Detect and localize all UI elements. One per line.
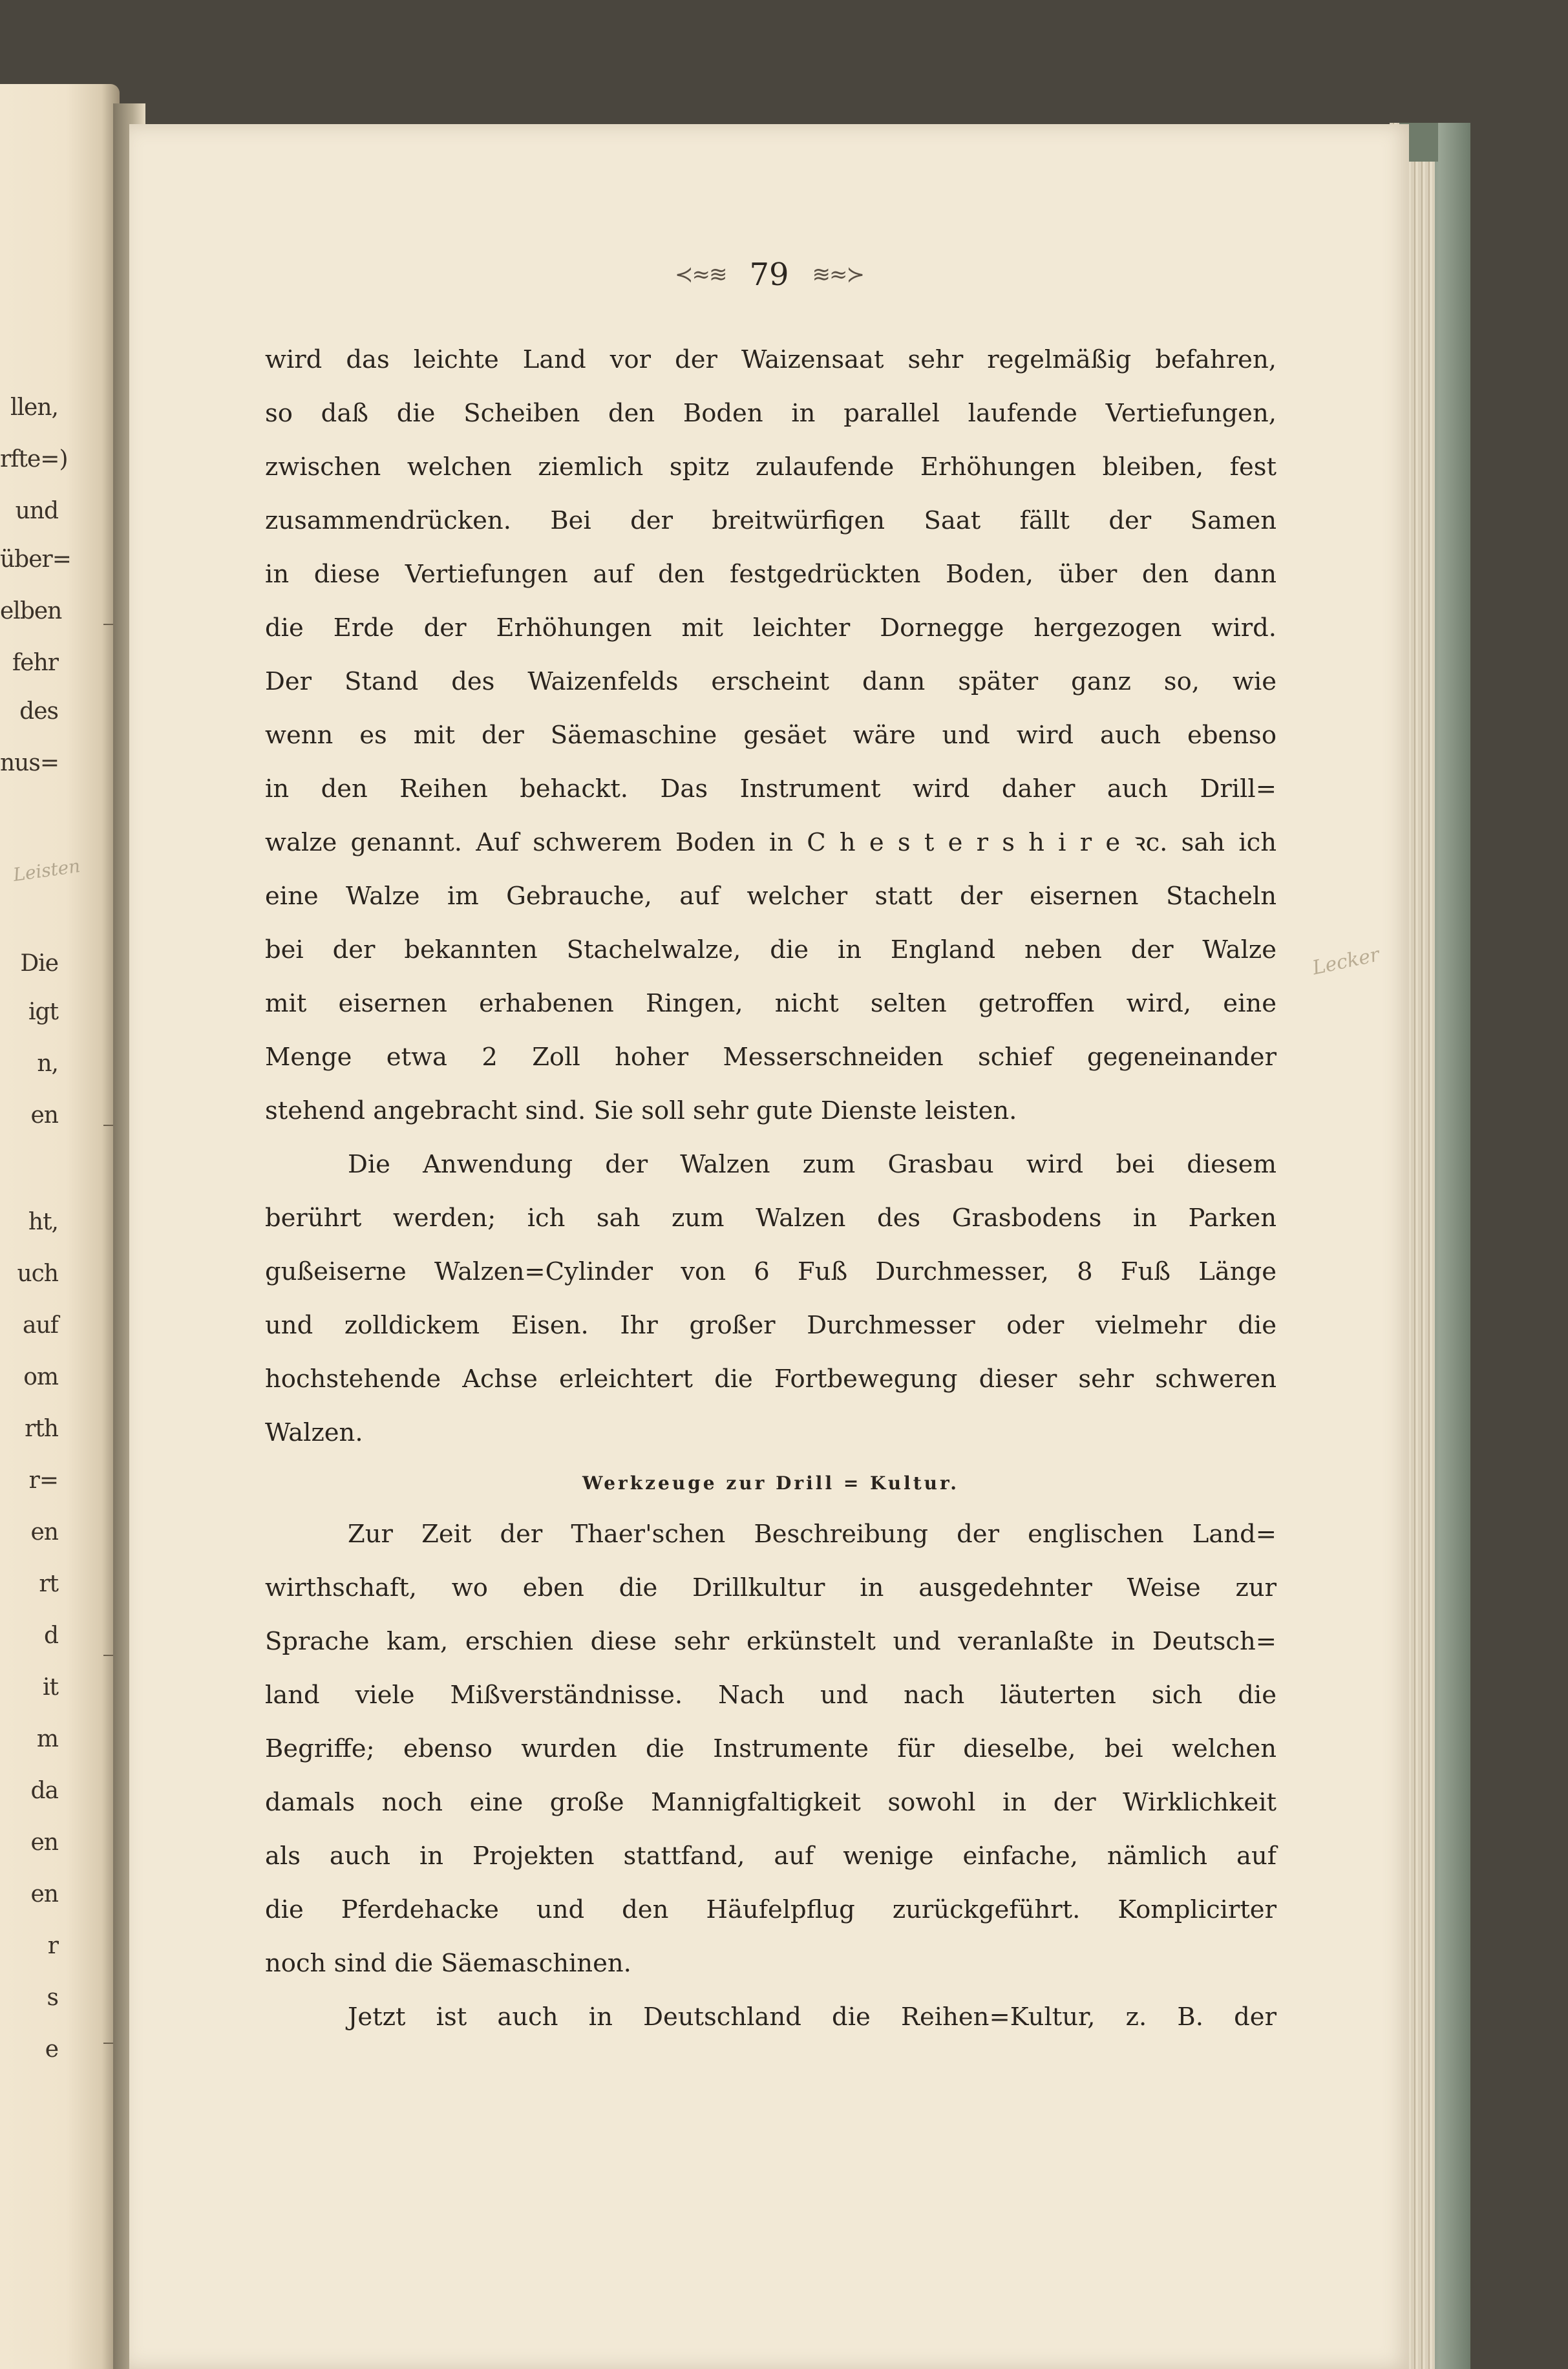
left-fragment: en: [30, 1829, 58, 1856]
left-fragment: auf: [23, 1312, 58, 1339]
text-line: Walzen.: [265, 1418, 363, 1447]
left-fragment: uch: [17, 1260, 58, 1287]
left-fragment: it: [43, 1674, 58, 1701]
text-line: wird das leichte Land vor der Waizensaat sehr regelmäßig befahren,: [265, 345, 1277, 374]
text-line: Begriffe; ebenso wurden die Instrumente für dieselbe, bei welchen: [265, 1734, 1277, 1763]
text-line: in den Reihen behackt. Das Instrument wird daher auch Drill=: [265, 774, 1277, 803]
left-fragment: e: [45, 2036, 58, 2063]
left-fragment: en: [30, 1519, 58, 1546]
left-fragment: über=: [0, 546, 71, 573]
text-line: wenn es mit der Säemaschine gesäet wäre und wird auch ebenso: [265, 721, 1277, 750]
left-fragment: fehr: [12, 650, 58, 676]
text-line: zusammendrücken. Bei der breitwürfigen Saat fällt der Samen: [265, 506, 1277, 535]
ornament-left-icon: ≺≈≋: [674, 262, 726, 288]
left-fragment: d: [43, 1622, 58, 1649]
text-line: gußeiserne Walzen=Cylinder von 6 Fuß Durchmesser, 8 Fuß Länge: [265, 1257, 1277, 1286]
left-fragment: r=: [28, 1467, 58, 1494]
text-line: noch sind die Säemaschinen.: [265, 1949, 631, 1978]
body-text: [265, 333, 1277, 2044]
text-line: wirthschaft, wo eben die Drillkultur in ausgedehnter Weise zur: [265, 1573, 1277, 1602]
paragraph-start: Zur Zeit der Thaer'schen Beschreibung der englischen Land=: [348, 1520, 1277, 1549]
pencil-note-left: Leisten: [12, 855, 82, 886]
left-fragment: ht,: [28, 1209, 58, 1235]
left-fragment: llen,: [10, 394, 58, 421]
left-fragment: en: [30, 1102, 58, 1129]
section-heading: Werkzeuge zur Drill = Kultur.: [582, 1472, 959, 1494]
left-fragment: rt: [39, 1571, 58, 1597]
left-fragment: r: [47, 1933, 58, 1959]
left-fragment: des: [19, 698, 58, 725]
text-line: zwischen welchen ziemlich spitz zulaufende Erhöhungen bleiben, fest: [265, 452, 1277, 482]
text-line: bei der bekannten Stachelwalze, die in England neben der Walze: [265, 935, 1277, 964]
text-line: berührt werden; ich sah zum Walzen des Grasbodens in Parken: [265, 1204, 1277, 1233]
page-header: [633, 252, 905, 297]
left-page-fragment: [0, 84, 120, 2369]
left-fragment: s: [47, 1984, 58, 2011]
text-line: die Erde der Erhöhungen mit leichter Dornegge hergezogen wird.: [265, 613, 1277, 643]
pencil-margin-note: Lecker: [1310, 943, 1382, 980]
text-line: walze genannt. Auf schwerem Boden in C h e s t e r s h i r e ꝛc. sah ich: [265, 828, 1277, 857]
left-fragment: Die: [20, 950, 58, 977]
text-line: Sprache kam, erschien diese sehr erkünstelt und veranlaßte in Deutsch=: [265, 1627, 1277, 1656]
left-fragment: elben: [0, 598, 62, 624]
left-fragment: en: [30, 1881, 58, 1907]
paragraph-start: Die Anwendung der Walzen zum Grasbau wird bei diesem: [348, 1150, 1277, 1179]
text-line: hochstehende Achse erleichtert die Fortbewegung dieser sehr schweren: [265, 1365, 1277, 1394]
left-fragment: da: [30, 1778, 58, 1804]
page-number: 79: [749, 257, 789, 293]
text-line: damals noch eine große Mannigfaltigkeit sowohl in der Wirklichkeit: [265, 1788, 1277, 1817]
left-fragment: m: [36, 1726, 58, 1752]
left-fragment: nus=: [0, 750, 59, 776]
text-line: und zolldickem Eisen. Ihr großer Durchmesser oder vielmehr die: [265, 1311, 1277, 1340]
left-fragment: igt: [28, 999, 58, 1025]
text-line: in diese Vertiefungen auf den festgedrückten Boden, über den dann: [265, 560, 1277, 589]
left-fragment: om: [23, 1364, 58, 1390]
text-line: stehend angebracht sind. Sie soll sehr gute Dienste leisten.: [265, 1096, 1017, 1125]
paragraph-start: Jetzt ist auch in Deutschland die Reihen=Kultur, z. B. der: [348, 2002, 1277, 2032]
left-fragment: rth: [25, 1416, 58, 1442]
text-line: Menge etwa 2 Zoll hoher Messerschneiden schief gegeneinander: [265, 1043, 1277, 1072]
text-line: als auch in Projekten stattfand, auf wenige einfache, nämlich auf: [265, 1842, 1277, 1871]
left-fragment: n,: [37, 1050, 58, 1077]
text-line: so daß die Scheiben den Boden in parallel laufende Vertiefungen,: [265, 399, 1277, 428]
left-fragment: rfte=): [0, 446, 68, 473]
text-line: mit eisernen erhabenen Ringen, nicht selten getroffen wird, eine: [265, 989, 1277, 1018]
text-line: eine Walze im Gebrauche, auf welcher statt der eisernen Stacheln: [265, 882, 1277, 911]
text-line: Der Stand des Waizenfelds erscheint dann später ganz so, wie: [265, 667, 1277, 696]
text-line: land viele Mißverständnisse. Nach und nach läuterten sich die: [265, 1681, 1277, 1710]
left-fragment: und: [15, 498, 58, 524]
text-line: die Pferdehacke und den Häufelpflug zurückgeführt. Komplicirter: [265, 1895, 1277, 1924]
ornament-right-icon: ≋≈≻: [812, 262, 863, 288]
